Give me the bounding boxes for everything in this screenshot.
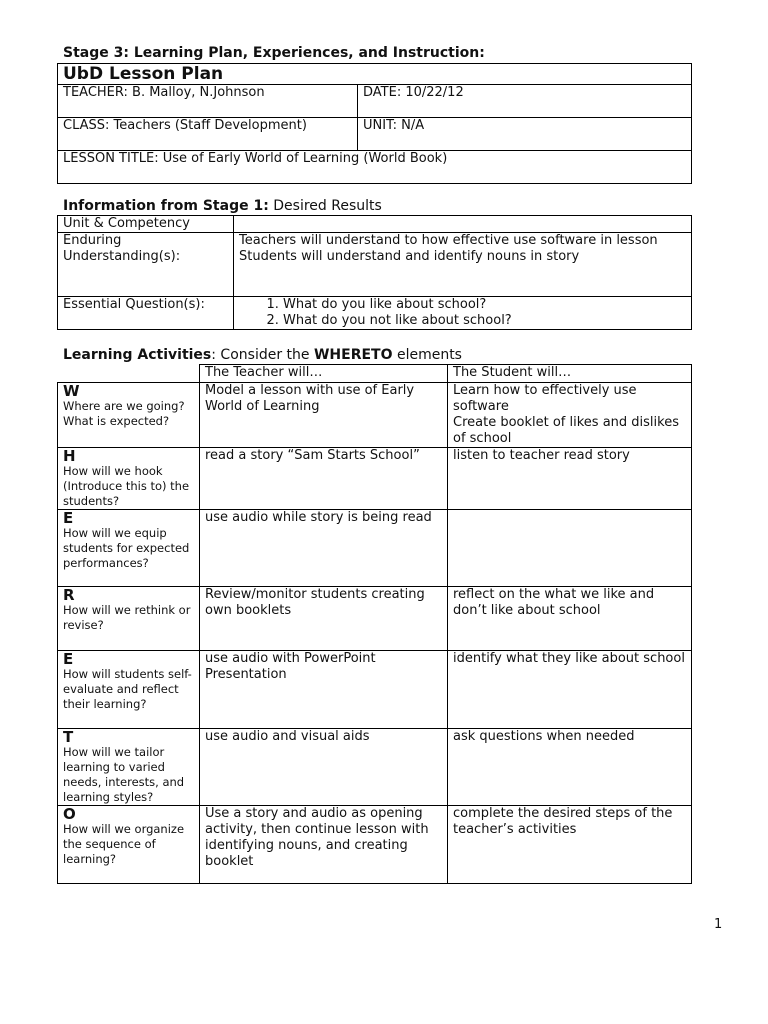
whereto-letter: E bbox=[63, 650, 74, 668]
teacher-activity: Use a story and audio as opening activity, then continue lesson with identifying nouns, and creating booklet bbox=[200, 806, 448, 884]
whereto-cell bbox=[58, 729, 200, 806]
table-row bbox=[58, 651, 692, 729]
activities-heading-bold: Learning Activities bbox=[63, 347, 212, 363]
whereto-prompt: How will we tailor learning to varied needs, interests, and learning styles? bbox=[63, 745, 185, 804]
whereto-table bbox=[57, 364, 692, 884]
teacher-activity: use audio while story is being read bbox=[200, 510, 448, 587]
whereto-letter: E bbox=[63, 509, 74, 527]
student-activity-line: Create booklet of likes and dislikes of school bbox=[453, 415, 679, 446]
stage1-heading bbox=[63, 198, 382, 214]
lesson-plan-table bbox=[57, 63, 692, 184]
table-row bbox=[58, 587, 692, 651]
table-row bbox=[58, 729, 692, 806]
class-field: CLASS: Teachers (Staff Development) bbox=[58, 118, 358, 151]
whereto-letter: R bbox=[63, 586, 75, 604]
whereto-prompt: How will we rethink or revise? bbox=[63, 603, 191, 632]
student-activity bbox=[448, 383, 692, 448]
enduring-line-2: Students will understand and identify nouns in story bbox=[239, 249, 580, 264]
whereto-prompt: How will we equip students for expected performances? bbox=[63, 526, 190, 570]
table-row bbox=[58, 383, 692, 448]
enduring-label: Enduring Understanding(s): bbox=[58, 233, 234, 297]
unit-competency-label: Unit & Competency bbox=[58, 216, 234, 233]
teacher-field: TEACHER: B. Malloy, N.Johnson bbox=[58, 85, 358, 118]
table-row bbox=[58, 448, 692, 510]
student-activity-line: Learn how to effectively use software bbox=[453, 383, 637, 414]
whereto-prompt: Where are we going? What is expected? bbox=[63, 399, 185, 428]
teacher-activity: use audio with PowerPoint Presentation bbox=[200, 651, 448, 729]
stage1-heading-rest: Desired Results bbox=[268, 198, 382, 214]
enduring-value bbox=[234, 233, 692, 297]
activities-heading bbox=[63, 347, 462, 363]
teacher-activity: Review/monitor students creating own booklets bbox=[200, 587, 448, 651]
teacher-activity: Model a lesson with use of Early World of Learning bbox=[200, 383, 448, 448]
stage-heading: Stage 3: Learning Plan, Experiences, and Instruction: bbox=[63, 45, 485, 61]
stage1-table bbox=[57, 215, 692, 330]
whereto-letter: H bbox=[63, 447, 76, 465]
activities-heading-mid: : Consider the bbox=[211, 347, 314, 363]
whereto-cell bbox=[58, 651, 200, 729]
stage1-heading-bold: Information from Stage 1: bbox=[63, 198, 269, 214]
teacher-activity: read a story “Sam Starts School” bbox=[200, 448, 448, 510]
whereto-letter: T bbox=[63, 728, 74, 746]
unit-field: UNIT: N/A bbox=[358, 118, 692, 151]
whereto-cell bbox=[58, 806, 200, 884]
whereto-cell bbox=[58, 448, 200, 510]
unit-competency-value bbox=[234, 216, 692, 233]
activities-heading-whereto: WHERETO bbox=[313, 347, 393, 363]
date-field: DATE: 10/22/12 bbox=[358, 85, 692, 118]
header-blank bbox=[58, 365, 200, 383]
student-activity: identify what they like about school bbox=[448, 651, 692, 729]
enduring-line-1: Teachers will understand to how effective use software in lesson bbox=[239, 233, 658, 248]
teacher-activity: use audio and visual aids bbox=[200, 729, 448, 806]
whereto-cell bbox=[58, 587, 200, 651]
essential-question: 2. What do you not like about school? bbox=[283, 313, 686, 329]
table-row bbox=[58, 510, 692, 587]
essential-question: 1. What do you like about school? bbox=[283, 297, 686, 313]
whereto-letter: W bbox=[63, 382, 80, 400]
col-student-header: The Student will… bbox=[448, 365, 692, 383]
student-activity: listen to teacher read story bbox=[448, 448, 692, 510]
table-row bbox=[58, 806, 692, 884]
whereto-cell bbox=[58, 510, 200, 587]
whereto-letter: O bbox=[63, 805, 76, 823]
whereto-prompt: How will we organize the sequence of learning? bbox=[63, 822, 185, 866]
col-teacher-header: The Teacher will… bbox=[200, 365, 448, 383]
whereto-cell bbox=[58, 383, 200, 448]
student-activity: complete the desired steps of the teacher’s activities bbox=[448, 806, 692, 884]
activities-heading-end: elements bbox=[392, 347, 462, 363]
essential-label: Essential Question(s): bbox=[58, 297, 234, 330]
student-activity: reflect on the what we like and don’t like about school bbox=[448, 587, 692, 651]
student-activity bbox=[448, 510, 692, 587]
student-activity: ask questions when needed bbox=[448, 729, 692, 806]
essential-value bbox=[234, 297, 692, 330]
page-number: 1 bbox=[714, 917, 723, 932]
plan-title: UbD Lesson Plan bbox=[58, 64, 692, 85]
essential-question-list bbox=[239, 297, 686, 329]
whereto-prompt: How will students self-evaluate and reflect their learning? bbox=[63, 667, 192, 711]
whereto-prompt: How will we hook (Introduce this to) the students? bbox=[63, 464, 190, 508]
lesson-title-field: LESSON TITLE: Use of Early World of Learning (World Book) bbox=[58, 151, 692, 184]
